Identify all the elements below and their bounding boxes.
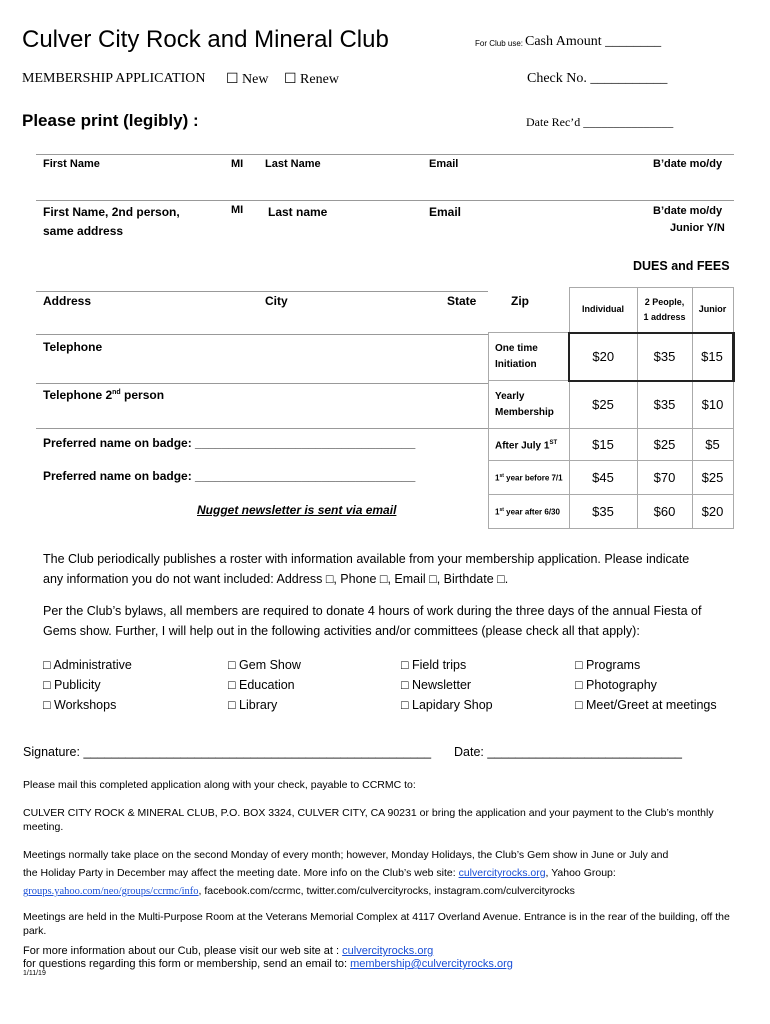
mi-2-label: MI <box>231 204 244 216</box>
first-name-label: First Name <box>43 158 100 170</box>
table-row <box>489 429 734 461</box>
more-info: For more information about our Cub, please visit our web site at : culvercityrocks.org for questions regarding this form or membership, send an email to: membership@culvercityrocks.org <box>23 945 513 970</box>
city-label: City <box>265 294 288 308</box>
telephone-label: Telephone <box>43 340 103 354</box>
roster-line: The Club periodically publishes a roster with information available from your membership application. Please indicate <box>43 552 690 566</box>
first-name-2-label: First Name, 2nd person, <box>43 205 180 219</box>
email-label: Email <box>429 158 459 170</box>
for-club-use-label: For Club use: <box>475 39 524 48</box>
divider <box>36 291 488 292</box>
fee-cell: $35 <box>569 495 637 529</box>
fee-cell: $5 <box>692 429 733 461</box>
last-name-label: Last Name <box>265 158 321 170</box>
checkbox-meet-greet[interactable]: □ Meet/Greet at meetings <box>575 698 717 712</box>
activity-column-4 <box>575 655 717 715</box>
table-row <box>489 333 734 381</box>
fee-cell: $60 <box>637 495 692 529</box>
fee-cell: $20 <box>692 495 733 529</box>
bylaws-paragraph <box>43 601 743 641</box>
fee-cell: $25 <box>637 429 692 461</box>
roster-line[interactable]: any information you do not want included: Address □, Phone □, Email □, Birthdate □. <box>43 572 509 586</box>
date-recd-field[interactable]: Date Rec’d _______________ <box>526 115 674 129</box>
zip-label: Zip <box>511 294 529 308</box>
header-individual: Individual <box>569 288 637 333</box>
activity-column-1 <box>43 655 132 715</box>
print-legibly-heading: Please print (legibly) : <box>22 111 199 130</box>
newsletter-note: Nugget newsletter is sent via email <box>197 503 397 517</box>
checkbox-education[interactable]: □ Education <box>228 678 295 692</box>
fee-cell: $35 <box>637 333 692 381</box>
club-name: Culver City Rock and Mineral Club <box>22 26 389 53</box>
divider <box>36 154 734 155</box>
cash-amount-field[interactable]: Cash Amount ________ <box>525 34 662 49</box>
row-label: One time Initiation <box>489 333 570 381</box>
checkbox-programs[interactable]: □ Programs <box>575 658 641 672</box>
form-date: 1/11/19 <box>23 970 46 977</box>
divider <box>36 383 488 384</box>
checkbox-newsletter[interactable]: □ Newsletter <box>401 678 472 692</box>
check-no-field[interactable]: Check No. ___________ <box>527 71 668 86</box>
bdate-2-label: B’date mo/dy <box>653 205 723 217</box>
website-link[interactable]: culvercityrocks.org <box>458 867 546 879</box>
row-label: Yearly Membership <box>489 381 570 429</box>
address-label: Address <box>43 294 92 308</box>
fee-cell: $15 <box>692 333 733 381</box>
table-row <box>489 461 734 495</box>
table-row <box>489 495 734 529</box>
checkbox-field-trips[interactable]: □ Field trips <box>401 658 467 672</box>
roster-paragraph <box>43 549 743 589</box>
fee-cell: $25 <box>569 381 637 429</box>
divider <box>36 334 488 335</box>
header-two-people: 2 People, 1 address <box>637 288 692 333</box>
checkbox-library[interactable]: □ Library <box>228 698 278 712</box>
fee-cell: $15 <box>569 429 637 461</box>
last-name-2-label: Last name <box>268 205 328 219</box>
mail-instructions: Please mail this completed application along with your check, payable to CCRMC to: <box>23 779 416 791</box>
website-link-2[interactable]: culvercityrocks.org <box>342 945 434 957</box>
fee-cell: $45 <box>569 461 637 495</box>
checkbox-administrative[interactable]: □ Administrative <box>43 658 132 672</box>
checkbox-workshops[interactable]: □ Workshops <box>43 698 117 712</box>
dues-fees-table <box>488 287 735 529</box>
email-2-label: Email <box>429 205 462 219</box>
dues-fees-heading: DUES and FEES <box>633 259 730 273</box>
state-label: State <box>447 294 477 308</box>
bylaws-line: Per the Club’s bylaws, all members are required to donate 4 hours of work during the three days of the annual Fiesta of <box>43 604 702 618</box>
mi-label: MI <box>231 158 244 170</box>
fee-cell: $10 <box>692 381 733 429</box>
badge-name-field-2[interactable]: Preferred name on badge: _________________________________ <box>43 469 416 483</box>
date-field[interactable]: Date: ____________________________ <box>454 745 683 759</box>
checkbox-publicity[interactable]: □ Publicity <box>43 678 101 692</box>
fee-cell: $70 <box>637 461 692 495</box>
meetings-info: Meetings normally take place on the second Monday of every month; however, Monday Holidays, the Club’s Gem show in June or July and the Holiday Party in December may affect the meeting date. More info on the Club’s web site: culvercityrocks.org, Yahoo Group: groups.yahoo.com/neo/groups/ccrmc/info, facebook.com/ccrmc, twitter.com/culvercityrocks, instagram.com/culvercityrocks <box>23 849 669 897</box>
meeting-location: Meetings are held in the Multi-Purpose Room at the Veterans Memorial Complex at 4117 Overland Avenue. Entrance is in the rear of the building, off the park. <box>23 911 730 937</box>
checkbox-gem-show[interactable]: □ Gem Show <box>228 658 301 672</box>
activity-column-2 <box>228 655 301 715</box>
checkbox-lapidary-shop[interactable]: □ Lapidary Shop <box>401 698 493 712</box>
bdate-label: B’date mo/dy <box>653 158 723 170</box>
new-checkbox[interactable]: ☐ New <box>226 72 269 87</box>
membership-email-link[interactable]: membership@culvercityrocks.org <box>350 958 513 970</box>
table-row <box>489 381 734 429</box>
row-label: 1st year after 6/30 <box>489 495 570 529</box>
renew-checkbox[interactable]: ☐ Renew <box>284 72 339 87</box>
checkbox-photography[interactable]: □ Photography <box>575 678 657 692</box>
yahoo-group-link[interactable]: groups.yahoo.com/neo/groups/ccrmc/info <box>23 886 199 897</box>
badge-name-field-1[interactable]: Preferred name on badge: _________________________________ <box>43 436 416 450</box>
same-address-label: same address <box>43 224 124 238</box>
signature-field[interactable]: Signature: __________________________________________________ <box>23 745 432 759</box>
row-label: After July 1ST <box>489 429 570 461</box>
junior-yn-label: Junior Y/N <box>670 222 725 234</box>
club-address: CULVER CITY ROCK & MINERAL CLUB, P.O. BOX 3324, CULVER CITY, CA 90231 or bring the application and your payment to the Club’s monthly meeting. <box>23 807 714 833</box>
fee-cell: $20 <box>569 333 637 381</box>
bylaws-line: Gems show. Further, I will help out in the following activities and/or committees (please check all that apply): <box>43 624 640 638</box>
activity-column-3 <box>401 655 493 715</box>
fee-cell: $25 <box>692 461 733 495</box>
fee-cell: $35 <box>637 381 692 429</box>
header-junior: Junior <box>692 288 733 333</box>
application-title: MEMBERSHIP APPLICATION <box>22 71 206 86</box>
divider <box>36 428 488 429</box>
telephone-2-label: Telephone 2nd person <box>43 388 165 402</box>
row-label: 1st year before 7/1 <box>489 461 570 495</box>
divider <box>36 200 734 201</box>
